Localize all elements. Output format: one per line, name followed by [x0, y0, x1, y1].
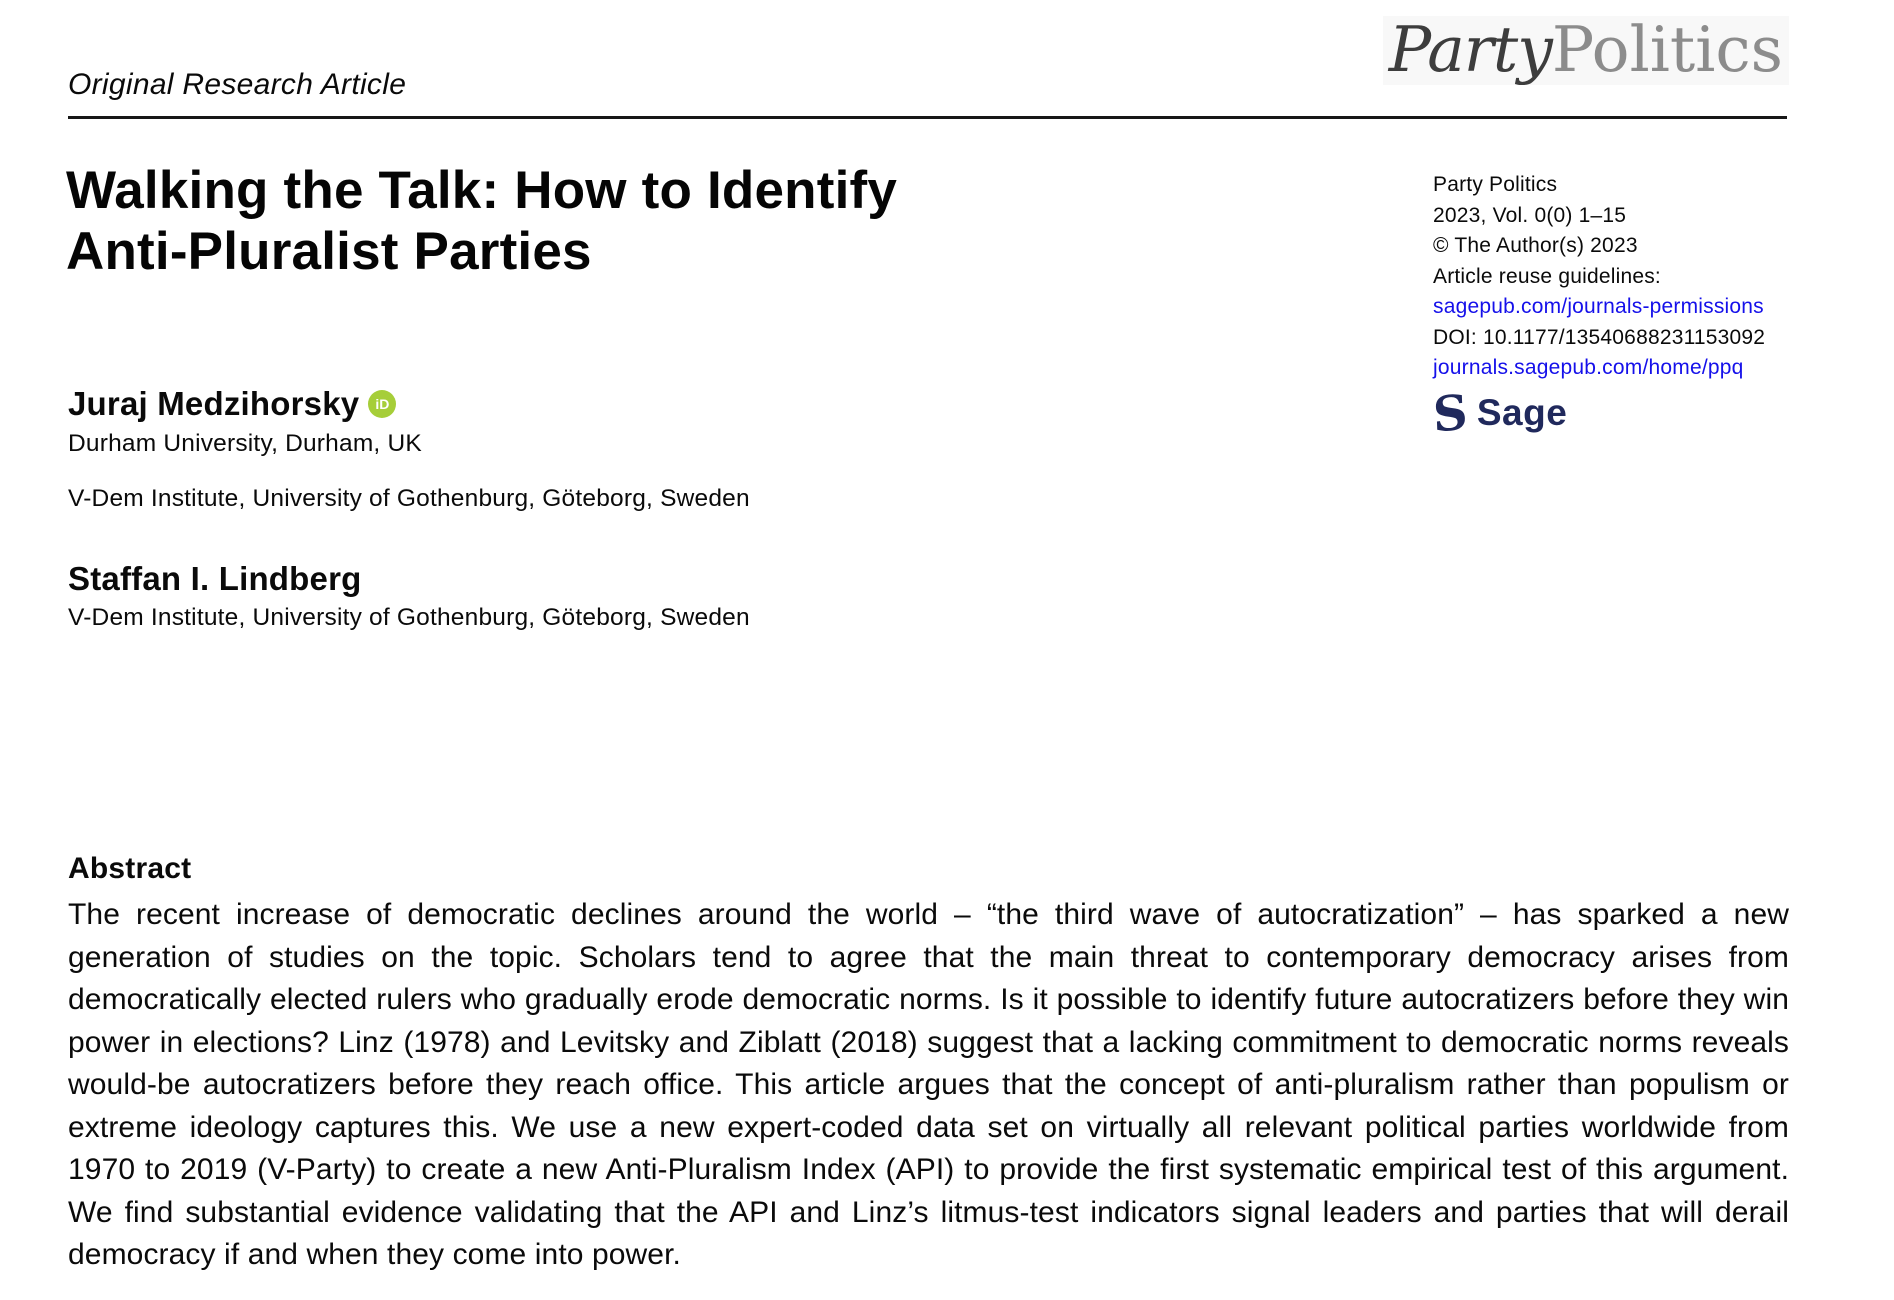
meta-volume: 2023, Vol. 0(0) 1–15	[1433, 203, 1627, 227]
article-type-label: Original Research Article	[68, 68, 407, 101]
journal-logo	[1383, 13, 1789, 86]
author-1-affiliation-1: Durham University, Durham, UK	[68, 430, 422, 457]
journal-logo-politics: Politics	[1551, 13, 1783, 86]
sage-s-icon: S	[1432, 383, 1469, 444]
author-entry	[68, 560, 750, 632]
journal-metadata	[1432, 170, 1793, 444]
authors-section	[68, 385, 750, 632]
meta-copyright: © The Author(s) 2023	[1433, 234, 1638, 257]
header-divider	[68, 116, 1787, 119]
orcid-icon[interactable]: iD	[368, 390, 396, 418]
author-1-name: Juraj Medzihorsky	[68, 385, 360, 422]
page-title-line-1: Walking the Talk: How to Identify	[66, 161, 898, 220]
permissions-link[interactable]: sagepub.com/journals-permissions	[1433, 295, 1764, 318]
meta-doi: DOI: 10.1177/13540688231153092	[1433, 325, 1766, 349]
page-title	[66, 160, 897, 282]
abstract-text: The recent increase of democratic declines around the world – “the third wave of autocratization” – has sparked a new generation of studies on the topic. Scholars tend to agree that the main threat to contemporary democracy arises from democratically elected rulers who gradually erode democratic norms. Is it possible to identify future autocratizers before they win power in elections? Linz (1978) and Levitsky and Ziblatt (2018) suggest that a lacking commitment to democratic norms reveals would-be autocratizers before they reach office. This article argues that the concept of anti-pluralism rather than populism or extreme ideology captures this. We use a new expert-coded data set on virtually all relevant political parties worldwide from 1970 to 2019 (V-Party) to create a new Anti-Pluralism Index (API) to provide the first systematic empirical test of this argument. We find substantial evidence validating that the API and Linz’s litmus-test indicators signal leaders and parties that will derail democracy if and when they come into power.	[68, 898, 1789, 1271]
sage-logo	[1432, 383, 1793, 444]
author-1-affiliation-2: V-Dem Institute, University of Gothenburg, Göteborg, Sweden	[68, 485, 750, 512]
author-entry	[68, 385, 750, 513]
meta-journal-name: Party Politics	[1433, 173, 1558, 196]
journal-home-link[interactable]: journals.sagepub.com/home/ppq	[1433, 356, 1744, 379]
journal-logo-party: Party	[1388, 13, 1552, 86]
abstract-heading: Abstract	[68, 852, 192, 885]
author-2-affiliation-1: V-Dem Institute, University of Gothenburg, Göteborg, Sweden	[68, 604, 750, 631]
author-2-name: Staffan I. Lindberg	[68, 560, 362, 597]
page-title-line-2: Anti-Pluralist Parties	[66, 222, 592, 281]
sage-logo-text: Sage	[1476, 392, 1568, 434]
abstract-section	[68, 852, 1789, 1277]
meta-reuse-label: Article reuse guidelines:	[1433, 264, 1661, 288]
